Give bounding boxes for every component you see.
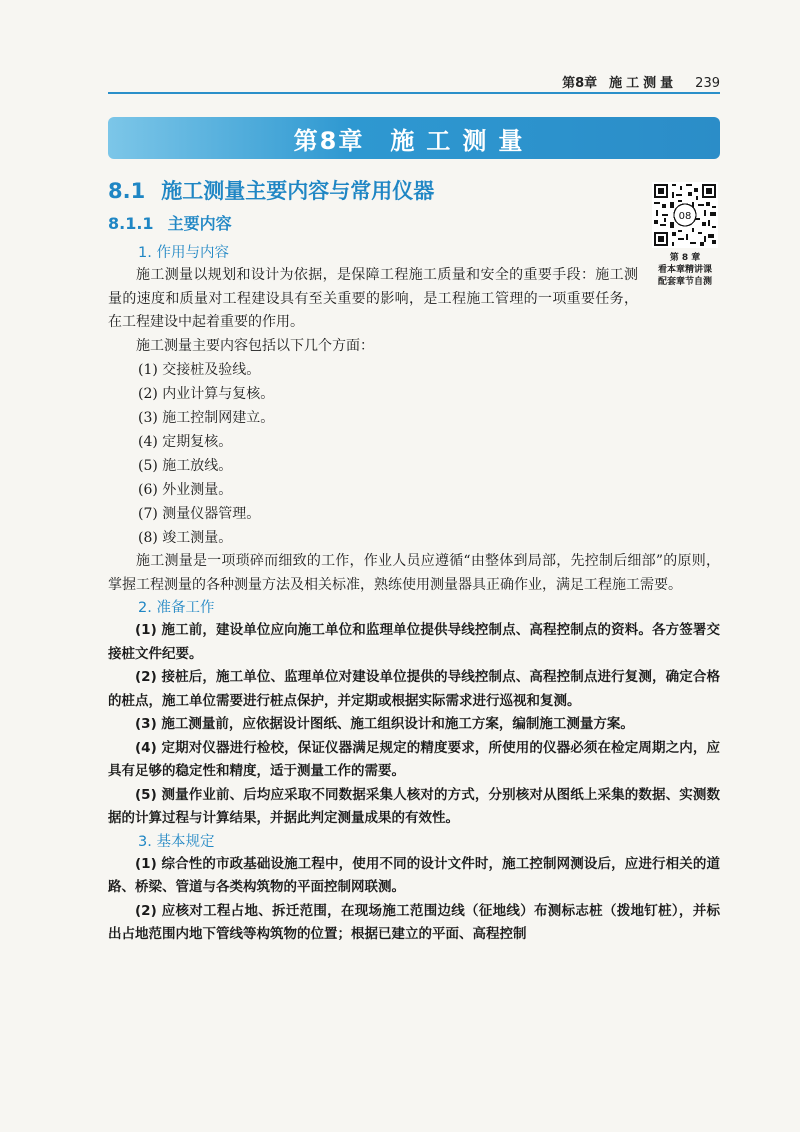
list-item: (1) 综合性的市政基础设施工程中，使用不同的设计文件时，施工控制网测设后，应进行相关的道路、桥梁、管道与各类构筑物的平面控制网联测。 [108,855,720,895]
list-item: (2) 接桩后，施工单位、监理单位对建设单位提供的导线控制点、高程控制点进行复测，确定合格的桩点，施工单位需要进行桩点保护，并定期或根据实际需求进行巡视和复测。 [108,669,720,709]
paragraph: 施工测量主要内容包括以下几个方面： [136,337,374,354]
list-item: (4) 定期复核。 [138,434,233,450]
list-item: (3) 施工测量前，应依据设计图纸、施工组织设计和施工方案，编制施工测量方案。 [135,716,634,732]
page-body [108,176,720,947]
list-item: (4) 定期对仪器进行检校，保证仪器满足规定的精度要求，所使用的仪器必须在检定周期之内，应具有足够的稳定性和精度，适于测量工作的需要。 [108,739,720,779]
list-item: (3) 施工控制网建立。 [138,410,275,426]
list-item: (1) 施工前，建设单位应向施工单位和监理单位提供导线控制点、高程控制点的资料。各方签署交接桩文件纪要。 [108,622,720,662]
qr-badge: 08 [678,210,692,222]
subsection-heading: 8.1.1 主要内容 [108,214,232,233]
running-head [108,72,720,91]
list-item: (2) 应核对工程占地、拆迁范围，在现场施工范围边线（征地线）布测标志桩（拨地钉桩），并标出占地范围内地下管线等构筑物的位置；根据已建立的平面、高程控制 [108,902,720,942]
heading-preparation: 2. 准备工作 [138,600,215,616]
chapter-title: 施工测量 [390,126,535,155]
section-heading: 8.1 施工测量主要内容与常用仪器 [108,179,435,203]
list-item: (2) 内业计算与复核。 [138,386,275,402]
running-head-title: 施工测量 [609,76,678,91]
list-item: (5) 测量作业前、后均应采取不同数据采集人核对的方式，分别核对从图纸上采集的数据、实测数据的计算过程与计算结果，并据此判定测量成果的有效性。 [108,786,720,826]
heading-role-and-content: 1. 作用与内容 [138,245,229,261]
chapter-title-bar [108,117,720,159]
header-rule [108,92,720,94]
chapter-number: 第8章 [293,126,365,155]
qr-caption: 第 8 章 看本章精讲课 配套章节自测 [657,253,712,287]
heading-basic-rules: 3. 基本规定 [138,833,215,850]
running-head-chapter: 第8章 [562,76,598,91]
list-item: (1) 交接桩及验线。 [138,362,261,378]
list-item: (7) 测量仪器管理。 [138,506,261,522]
list-item: (6) 外业测量。 [138,482,233,498]
paragraph: 施工测量是一项琐碎而细致的工作，作业人员应遵循“由整体到局部，先控制后细部”的原则，掌握工程测量的各种测量方法及相关标准，熟练使用测量器具正确作业，满足工程施工需要。 [108,553,720,593]
content-list [108,358,720,550]
paragraph: 施工测量以规划和设计为依据，是保障工程施工质量和安全的重要手段：施工测量的速度和质量对工程建设具有至关重要的影响，是工程施工管理的一项重要任务，在工程建设中起着重要的作用。 [108,267,638,330]
list-item: (8) 竣工测量。 [138,530,233,546]
list-item: (5) 施工放线。 [138,458,233,474]
page-number: 239 [695,76,720,91]
